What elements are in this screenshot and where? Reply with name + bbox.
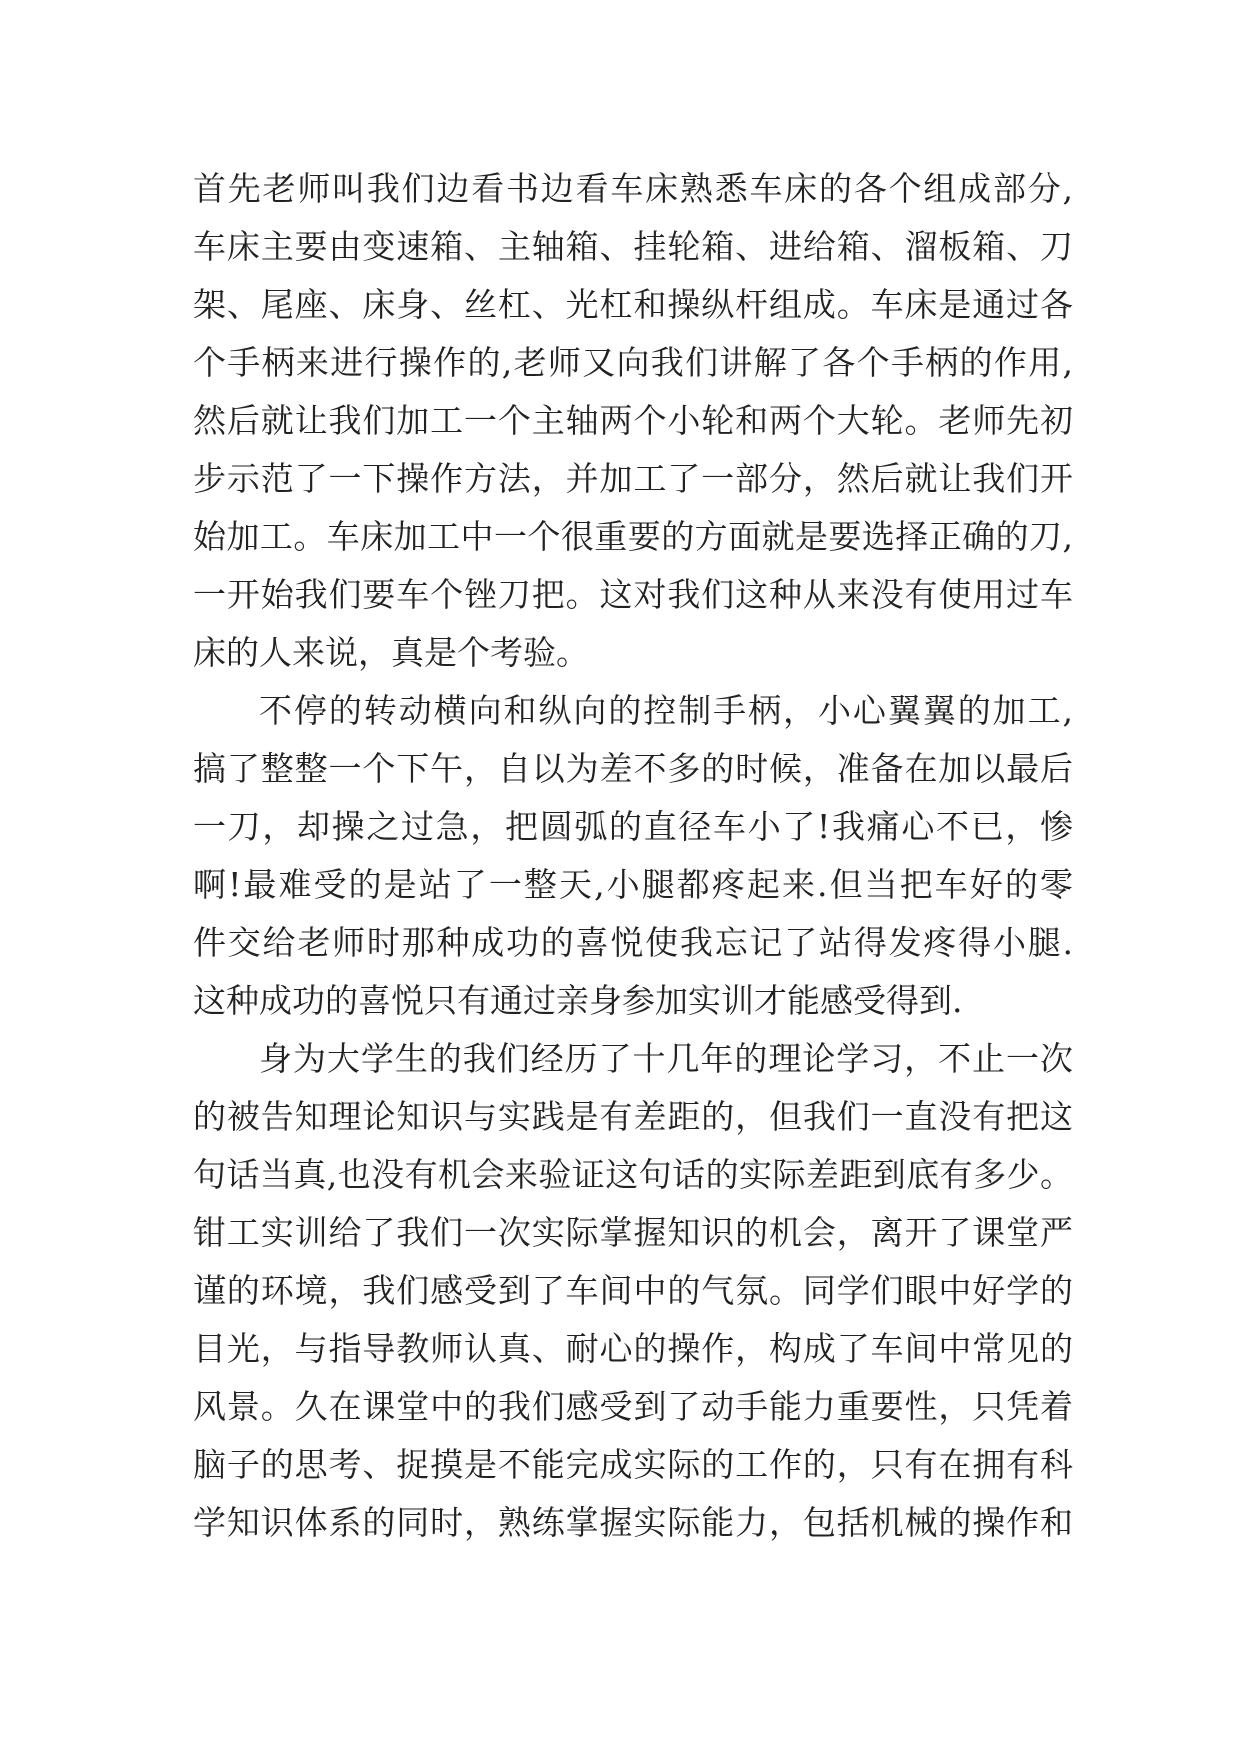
- text-line: 句话当真,也没有机会来验证这句话的实际差距到底有多少。: [193, 1155, 1073, 1194]
- text-line: 谨的环境，我们感受到了车间中的气氛。同学们眼中好学的: [193, 1271, 1073, 1310]
- text-line: 脑子的思考、捉摸是不能完成实际的工作的，只有在拥有科: [193, 1445, 1073, 1484]
- text-line: 步示范了一下操作方法，并加工了一部分，然后就让我们开: [193, 459, 1073, 498]
- text-line: 个手柄来进行操作的,老师又向我们讲解了各个手柄的作用,: [193, 343, 1073, 382]
- text-line: 这种成功的喜悦只有通过亲身参加实训才能感受得到.: [193, 981, 963, 1020]
- text-line: 不停的转动横向和纵向的控制手柄，小心翼翼的加工,: [259, 691, 1073, 730]
- text-line: 学知识体系的同时，熟练掌握实际能力，包括机械的操作和: [193, 1503, 1073, 1542]
- body-text: [193, 160, 1073, 1552]
- paragraph-1: [193, 160, 1073, 682]
- text-line: 始加工。车床加工中一个很重要的方面就是要选择正确的刀,: [193, 517, 1073, 556]
- text-line: 首先老师叫我们边看书边看车床熟悉车床的各个组成部分,: [193, 169, 1073, 208]
- text-line: 啊!最难受的是站了一整天,小腿都疼起来.但当把车好的零: [193, 865, 1073, 904]
- text-line: 床的人来说，真是个考验。: [193, 633, 589, 672]
- text-line: 钳工实训给了我们一次实际掌握知识的机会，离开了课堂严: [193, 1213, 1073, 1252]
- text-line: 一开始我们要车个锉刀把。这对我们这种从来没有使用过车: [193, 575, 1073, 614]
- text-line: 的被告知理论知识与实践是有差距的，但我们一直没有把这: [193, 1097, 1073, 1136]
- paragraph-3: [193, 1030, 1073, 1552]
- text-line: 件交给老师时那种成功的喜悦使我忘记了站得发疼得小腿.: [193, 923, 1073, 962]
- paragraph-2: [193, 682, 1073, 1030]
- text-line: 架、尾座、床身、丝杠、光杠和操纵杆组成。车床是通过各: [193, 285, 1073, 324]
- text-line: 目光，与指导教师认真、耐心的操作，构成了车间中常见的: [193, 1329, 1073, 1368]
- text-line: 然后就让我们加工一个主轴两个小轮和两个大轮。老师先初: [193, 401, 1073, 440]
- text-line: 搞了整整一个下午，自以为差不多的时候，准备在加以最后: [193, 749, 1073, 788]
- text-line: 身为大学生的我们经历了十几年的理论学习，不止一次: [259, 1039, 1073, 1078]
- text-line: 一刀，却操之过急，把圆弧的直径车小了!我痛心不已，惨: [193, 807, 1073, 846]
- text-line: 风景。久在课堂中的我们感受到了动手能力重要性，只凭着: [193, 1387, 1073, 1426]
- text-line: 车床主要由变速箱、主轴箱、挂轮箱、进给箱、溜板箱、刀: [193, 227, 1073, 266]
